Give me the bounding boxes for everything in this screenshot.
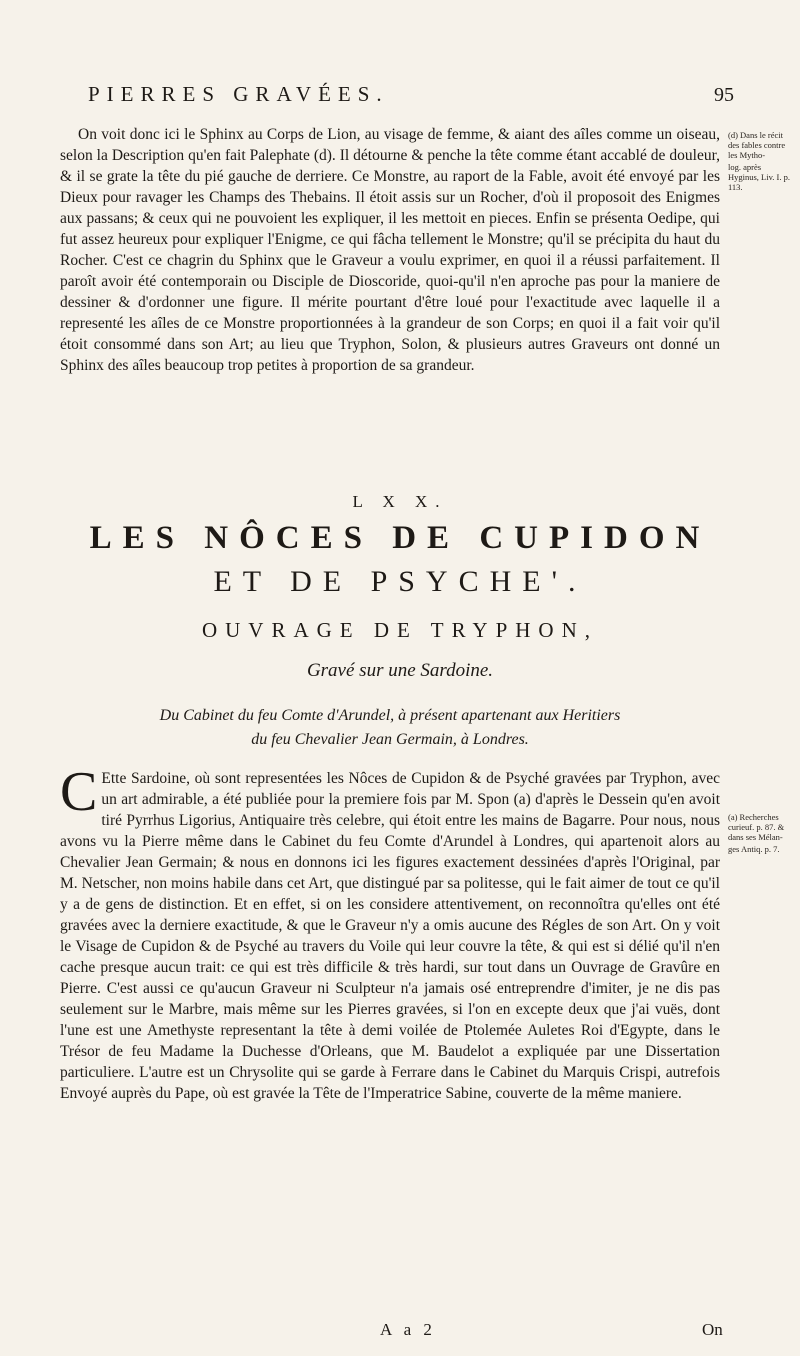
margin-note: (d) Dans le récit des fables contre les Mytho- — [728, 130, 786, 160]
margin-note: log. après Hyginus, Liv. I. p. 113. — [728, 162, 791, 192]
section-number: L X X. — [352, 492, 448, 511]
subtitle: Gravé sur une Sardoine. — [306, 660, 494, 681]
running-head-title: PIERRES GRAVÉES. — [88, 82, 389, 106]
page-number: 95 — [714, 84, 734, 106]
provenance — [60, 704, 720, 752]
title-line-3: OUVRAGE DE TRYPHON, — [201, 618, 599, 642]
margin-note: (a) Recherches curieuf. p. 87. & dans ses Mélan- — [728, 812, 785, 842]
provenance-line: Du Cabinet du feu Comte d'Arundel, à présent apartenant aux Heritiers — [159, 707, 621, 724]
title-line-2: ET DE PSYCHE'. — [213, 565, 587, 598]
provenance-line: du feu Chevalier Jean Germain, à Londres. — [251, 731, 529, 748]
margin-notes-top — [728, 130, 792, 194]
margin-note: ges Antiq. p. 7. — [728, 844, 780, 854]
drop-cap: C — [60, 761, 98, 823]
paragraph-sphinx — [60, 124, 720, 376]
paragraph-text — [60, 761, 720, 1104]
paragraph-body: Ette Sardoine, où sont representées les Nôces de Cupidon & de Psyché gravées par Tryphon, avec un art admirable, a été publiée pour la premiere fois par M. Spon (a) d'après le Dessein qu'en avoit tiré Pyrrhus Ligorius, Antiquaire très celebre, qui étoit entre les mains de Bagarre. Pour nous, nous avons vu la Pierre même dans le Cabinet du feu Comte d'Arundel à Londres, qui apartenoit alors au Chevalier Jean Germain; & nous en donnons ici les figures exactement dessinées d'après l'Original, par M. Netscher, non moins habile dans cet Art, que distingué par sa politesse, qui le fait aimer de tout ce qu'il y a de gens de distinction. Et en effet, si on les considere attentivement, on reconnoîtra qu'elles ont été gravées avec la derniere exactitude, & que le Graveur n'y a omis aucune des Régles de son Art. On y voit le Visage de Cupidon & de Psyché au travers du Voile qui leur couvre la tête, & qui est si délié qu'il n'en cache presque aucun trait: ce qui est très difficile & très hardi, sur tout dans un Ouvrage de Gravûre en Pierre. C'est aussi ce qu'aucun Graveur ni Sculpteur n'a jamais osé entreprendre d'imiter, je ne dis pas seulement sur le Marbre, mais même sur les Pierres gravées, si l'on en excepte deux que j'ai vuës, dont l'une est une Amethyste representant la tête à demi voilée de Ptolemée Auletes Roi d'Egypte, dans le Trésor de feu Madame la Duchesse d'Orleans, que M. Baudelot a expliquée par une Dissertation particuliere. L'autre est un Chrysolite qui se garde à Ferrare dans le Cabinet du Marquis Crispi, autrefois Envoyé auprès du Pape, où est gravée la Tête de l'Imperatrice Sabine, couverte de la même maniere. — [60, 770, 720, 1102]
title-line-1: LES NÔCES DE CUPIDON — [89, 520, 711, 556]
margin-notes-bottom — [728, 812, 792, 856]
paragraph-sardoine — [60, 761, 720, 1104]
catchword: On — [702, 1320, 723, 1339]
signature-mark: A a 2 — [380, 1320, 436, 1339]
running-head — [88, 82, 734, 107]
paragraph-text: On voit donc ici le Sphinx au Corps de Lion, au visage de femme, & aiant des aîles comme un oiseau, selon la Description qu'en fait Palephate (d). Il détourne & penche la tête comme étant accablé de douleur, & il se grate la tête du pié gauche de derriere. Ce Monstre, au raport de la Fable, avoit été envoyé par les Dieux pour ravager les Champs des Thebains. Il étoit assis sur un Rocher, d'où il proposoit des Enigmes aux passans; & ceux qui ne pouvoient les expliquer, il les mettoit en pieces. Enfin se présenta Oedipe, qui fut assez heureux pour expliquer l'Enigme, ce qui fâcha tellement le Monstre; qu'il se précipita du haut du Rocher. C'est ce chagrin du Sphinx que le Graveur a voulu exprimer, en quoi il a réussi parfaitement. Il paroît avoir été contemporain ou Disciple de Dioscoride, quoi-qu'il n'en aproche pas pour la maniere de dessiner & d'ordonner une figure. Il mérite pourtant d'être loué pour l'exactitude avec laquelle il a representé les aîles de ce Monstre proportionnées à la grandeur de son Corps; en quoi il a fait voir qu'il étoit consommé dans son Art; au lieu que Tryphon, Solon, & plusieurs autres Graveurs ont donné un Sphinx des aîles beaucoup trop petites à proportion de sa grandeur. — [60, 126, 720, 374]
